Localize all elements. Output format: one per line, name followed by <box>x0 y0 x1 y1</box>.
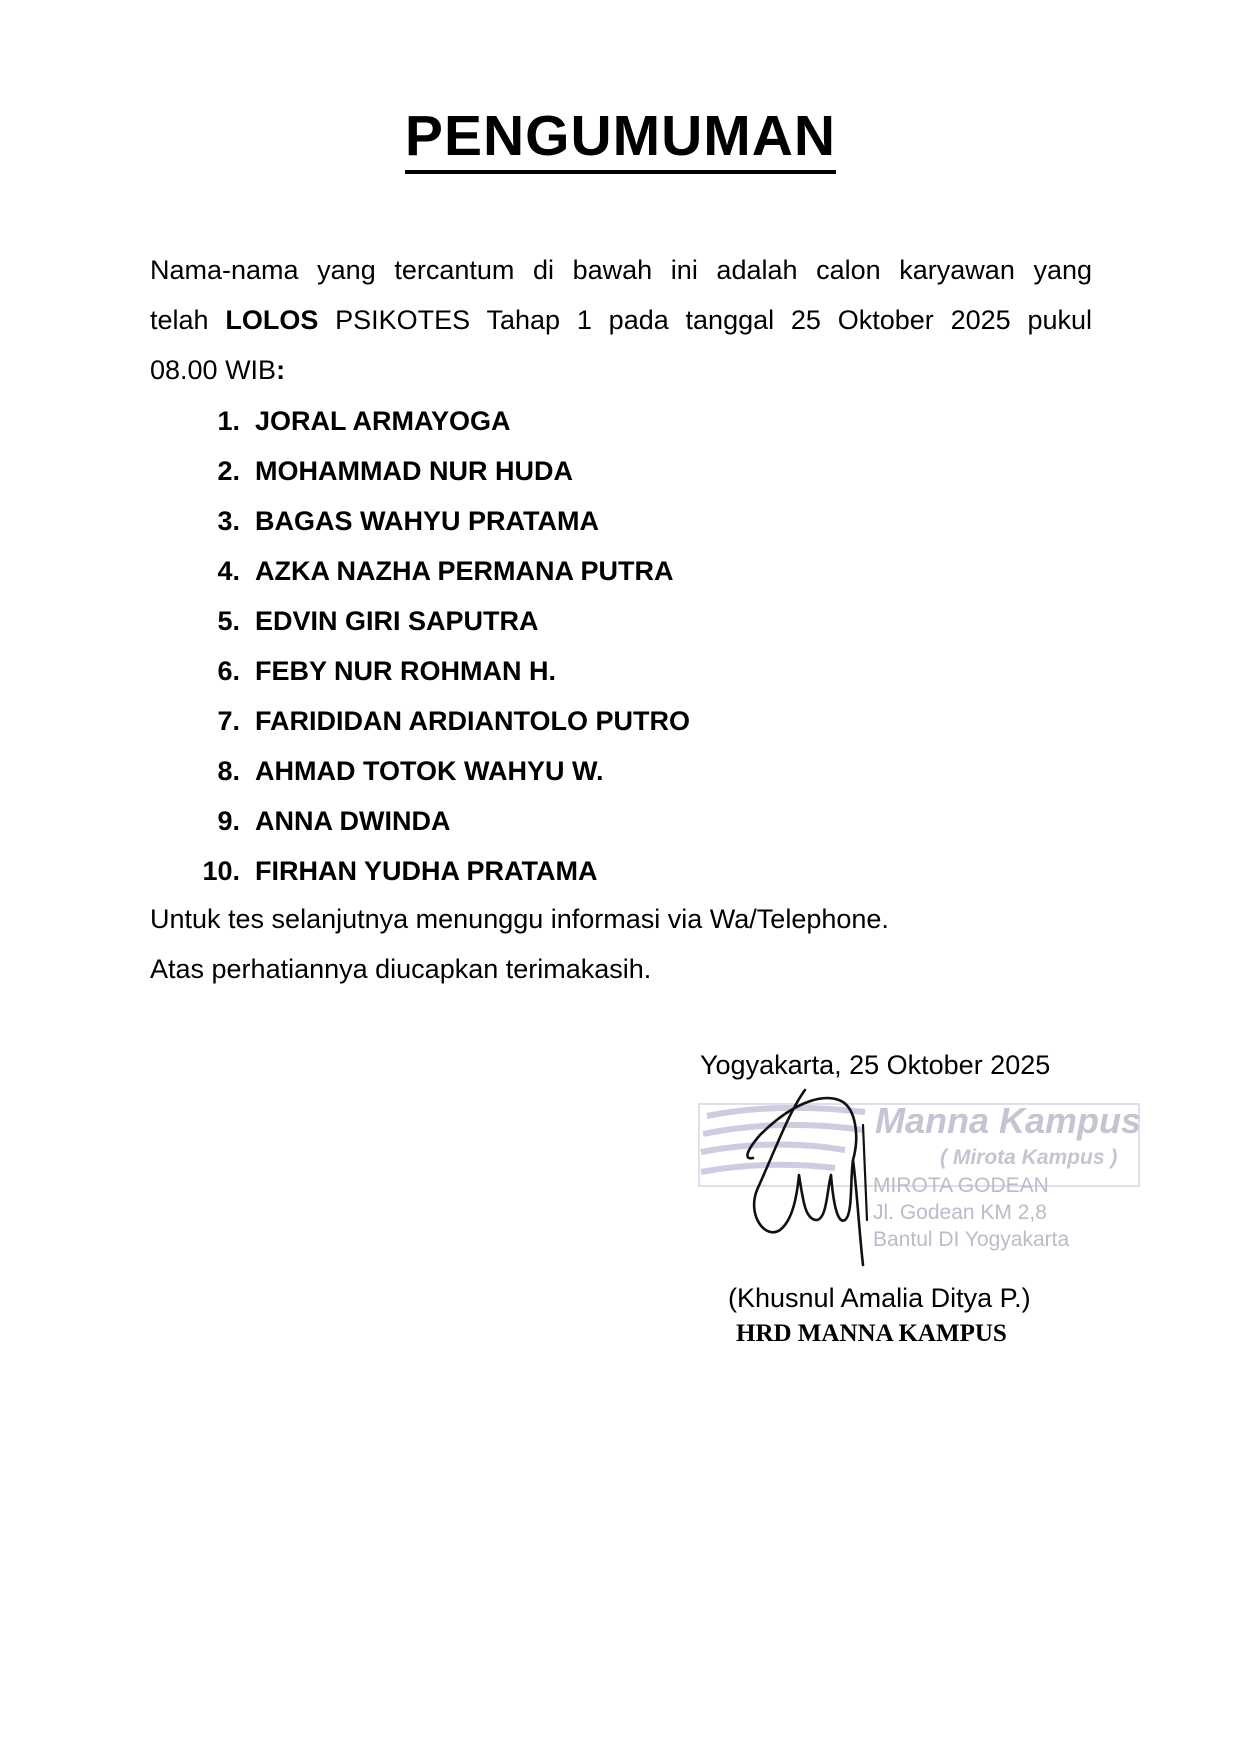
list-item-name: FEBY NUR ROHMAN H. <box>255 656 557 686</box>
list-item <box>150 596 690 646</box>
list-item-number: 1. <box>217 406 240 436</box>
list-item-name: FIRHAN YUDHA PRATAMA <box>255 856 598 886</box>
list-item <box>150 396 690 446</box>
list-item <box>150 746 690 796</box>
signatory-role: HRD MANNA KAMPUS <box>736 1320 1007 1347</box>
list-item-name: MOHAMMAD NUR HUDA <box>255 456 573 486</box>
list-item-name: JORAL ARMAYOGA <box>255 406 511 436</box>
list-item-number: 10. <box>202 856 240 886</box>
list-item <box>150 496 690 546</box>
intro-colon: : <box>276 355 286 385</box>
list-item <box>150 646 690 696</box>
list-item-number: 7. <box>217 706 240 736</box>
list-item <box>150 846 690 896</box>
closing-line-2: Atas perhatiannya diucapkan terimakasih. <box>150 954 652 984</box>
intro-line-3 <box>150 345 1092 395</box>
list-item-number: 2. <box>217 456 240 486</box>
list-item-number: 4. <box>217 556 240 586</box>
intro-text: telah <box>150 305 226 335</box>
list-item-number: 5. <box>217 606 240 636</box>
intro-line-2 <box>150 295 1092 345</box>
list-item <box>150 446 690 496</box>
closing-line-1: Untuk tes selanjutnya menunggu informasi via Wa/Telephone. <box>150 904 889 934</box>
list-item-number: 9. <box>217 806 240 836</box>
list-item-name: ANNA DWINDA <box>255 806 451 836</box>
list-item-number: 6. <box>217 656 240 686</box>
candidate-list <box>150 396 690 896</box>
page-title-text: PENGUMUMAN <box>405 104 836 174</box>
page-title <box>0 104 1241 168</box>
list-item-name: AZKA NAZHA PERMANA PUTRA <box>255 556 674 586</box>
list-item-name: AHMAD TOTOK WAHYU W. <box>255 756 604 786</box>
intro-paragraph <box>150 245 1092 395</box>
lolos-emphasis: LOLOS <box>225 305 319 335</box>
intro-time: 08.00 WIB <box>150 355 277 385</box>
list-item <box>150 696 690 746</box>
signatory-name: (Khusnul Amalia Ditya P.) <box>728 1283 1031 1313</box>
intro-text: PSIKOTES Tahap 1 pada tanggal 25 Oktober 2025 pukul <box>318 305 1092 335</box>
list-item-name: FARIDIDAN ARDIANTOLO PUTRO <box>255 706 690 736</box>
stamp-address-line: Bantul DI Yogyakarta <box>873 1228 1070 1251</box>
list-item <box>150 796 690 846</box>
list-item-number: 3. <box>217 506 240 536</box>
stamp-title: Manna Kampus <box>875 1100 1142 1141</box>
list-item <box>150 546 690 596</box>
handwritten-signature-icon <box>735 1080 925 1280</box>
stamp-address-line: Jl. Godean KM 2,8 <box>873 1201 1047 1224</box>
stamp-subtitle: ( Mirota Kampus ) <box>940 1146 1118 1169</box>
intro-line-1: Nama-nama yang tercantum di bawah ini adalah calon karyawan yang <box>150 255 1092 285</box>
list-item-number: 8. <box>217 756 240 786</box>
closing-paragraph <box>150 894 889 994</box>
list-item-name: EDVIN GIRI SAPUTRA <box>255 606 539 636</box>
list-item-name: BAGAS WAHYU PRATAMA <box>255 506 599 536</box>
signature-place-date: Yogyakarta, 25 Oktober 2025 <box>700 1050 1051 1080</box>
stamp-address-line: MIROTA GODEAN <box>873 1174 1049 1197</box>
